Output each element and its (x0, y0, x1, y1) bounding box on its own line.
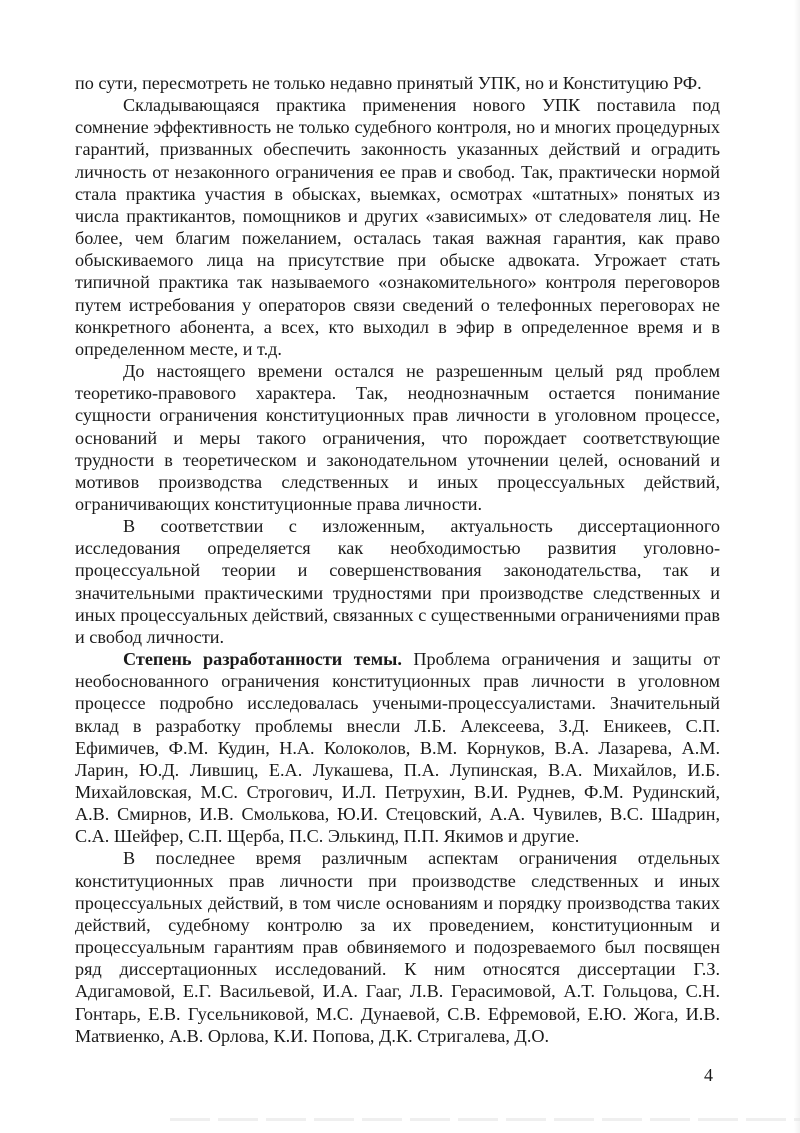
body-text (75, 72, 720, 1047)
paragraph (75, 72, 720, 94)
paragraph-text: Складывающаяся практика применения нового УПК поставила под сомнение эффективность не только судебного контроля, но и многих процедурных гарантий, призванных обеспечить законность указанных действий и оградить личность от незаконного ограничения ее прав и свобод. Так, практически нормой стала практика участия в обысках, выемках, осмотрах «штатных» понятых из числа практикантов, помощников и других «зависимых» от следователя лиц. Не более, чем благим пожеланием, осталась такая важная гарантия, как право обыскиваемого лица на присутствие при обыске адвоката. Угрожает стать типичной практика так называемого «ознакомительного» контроля переговоров путем истребования у операторов связи сведений о телефонных переговорах не конкретного абонента, а всех, кто выходил в эфир в определенное время и в определенном месте, и т.д. (75, 95, 720, 359)
paragraph-text: В последнее время различным аспектам ограничения отдельных конституционных прав личности при производстве следственных и иных процессуальных действий, в том числе основаниям и порядку производства таких действий, судебному контролю за их проведением, конституционным и процессуальным гарантиям прав обвиняемого и подозреваемого был посвящен ряд диссертационных исследований. К ним относятся диссертации Г.З. Адигамовой, Е.Г. Васильевой, И.А. Гааг, Л.В. Герасимовой, А.Т. Гольцова, С.Н. Гонтарь, Е.В. Гусельниковой, М.С. Дунаевой, С.В. Ефремовой, Е.Ю. Жога, И.В. Матвиенко, А.В. Орлова, К.И. Попова, Д.К. Стригалева, Д.О. (75, 848, 720, 1046)
paragraph-text: по сути, пересмотреть не только недавно принятый УПК, но и Конституцию РФ. (75, 73, 702, 93)
paragraph (75, 648, 720, 847)
page-number: 4 (704, 1065, 713, 1085)
paragraph (75, 847, 720, 1046)
paragraph-text: В соответствии с изложенным, актуальность диссертационного исследования определяется как необходимостью развития уголовно-процессуальной теории и совершенствования законодательства, так и значительными практическими трудностями при производстве следственных и иных процессуальных действий, связанных с существенными ограничениями прав и свобод личности. (75, 516, 720, 647)
paragraph (75, 515, 720, 648)
paragraph-text: Проблема ограничения и защиты от необоснованного ограничения конституционных прав личности в уголовном процессе подробно исследовалась учеными-процессуалистами. Значительный вклад в разработку проблемы внесли Л.Б. Алексеева, З.Д. Еникеев, С.П. Ефимичев, Ф.М. Кудин, Н.А. Колоколов, В.М. Корнуков, В.А. Лазарева, А.М. Ларин, Ю.Д. Лившиц, Е.А. Лукашева, П.А. Лупинская, В.А. Михайлов, И.Б. Михайловская, М.С. Строгович, И.Л. Петрухин, В.И. Руднев, Ф.М. Рудинский, А.В. Смирнов, И.В. Смолькова, Ю.И. Стецовский, А.А. Чувилев, В.С. Шадрин, С.А. Шейфер, С.П. Щерба, П.С. Элькинд, П.П. Якимов и другие. (75, 649, 720, 847)
paragraph (75, 94, 720, 360)
scan-bottom-artifact (170, 1118, 800, 1121)
paragraph (75, 360, 720, 515)
scan-edge-shadow (794, 0, 800, 1133)
section-heading-inline: Степень разработанности темы. (123, 649, 402, 670)
paragraph-text: До настоящего времени остался не разрешенным целый ряд проблем теоретико-правового характера. Так, неоднозначным остается понимание сущности ограничения конституционных прав личности в уголовном процессе, оснований и меры такого ограничения, что порождает соответствующие трудности в теоретическом и законодательном уточнении целей, оснований и мотивов производства следственных и иных процессуальных действий, ограничивающих конституционные права личности. (75, 361, 720, 514)
